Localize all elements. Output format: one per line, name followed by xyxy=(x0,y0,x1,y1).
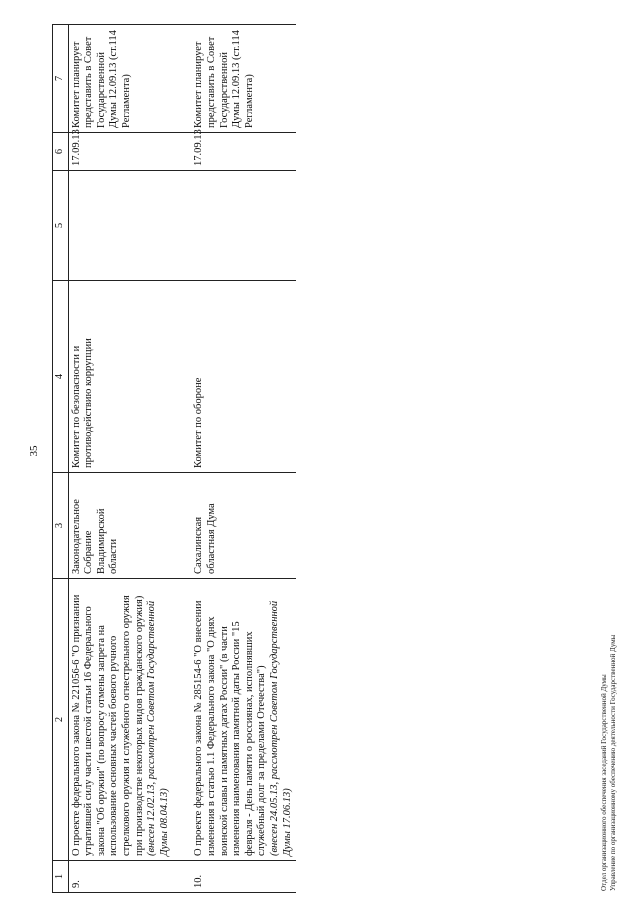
footer-line-1: Отдел организационного обеспечения заседаний Государственной Думы xyxy=(600,674,608,891)
status: Комитет планирует представить в Совет Государственной Думы 12.09.13 (ст.114 Регламента) xyxy=(191,25,296,133)
footer xyxy=(600,635,618,891)
column-5-cell xyxy=(191,171,296,281)
bill-description xyxy=(191,579,296,861)
row-number: 10. xyxy=(191,861,296,893)
date: 17.09.13 xyxy=(191,133,296,171)
column-number-4: 4 xyxy=(53,281,69,473)
bill-note: (внесен 24.05.13, рассмотрен Советом Государственной Думы 17.06.13) xyxy=(268,600,293,856)
column-number-header xyxy=(53,25,69,893)
row-spacer xyxy=(173,25,191,893)
bill-title: О проекте федерального закона № 285154-6 "О внесении изменения в статью 1.1 Федерального закона "О днях воинской славы и памятных датах России" (в части изменения наименования памятной даты России "15 февраля - День памяти о россиянах, исполнявших служебный долг за пределами Отечества") xyxy=(193,600,268,856)
row-number: 9. xyxy=(68,861,173,893)
bill-description xyxy=(68,579,173,861)
date: 17.09.13 xyxy=(68,133,173,171)
column-number-2: 2 xyxy=(53,579,69,861)
initiator: Законодательное Собрание Владимирской области xyxy=(68,473,173,579)
table-row xyxy=(191,25,296,893)
column-number-1: 1 xyxy=(53,861,69,893)
committee: Комитет по безопасности и противодействию коррупции xyxy=(68,281,173,473)
status: Комитет планирует представить в Совет Государственной Думы 12.09.13 (ст.114 Регламента) xyxy=(68,25,173,133)
page-number: 35 xyxy=(28,445,40,457)
committee: Комитет по обороне xyxy=(191,281,296,473)
column-number-3: 3 xyxy=(53,473,69,579)
table-row xyxy=(68,25,173,893)
footer-line-2: Управление по организационному обеспечению деятельности Государственной Думы xyxy=(609,634,617,891)
register-table xyxy=(52,24,296,893)
bill-note: (внесен 12.02.13, рассмотрен Советом Государственной Думы 08.04.13) xyxy=(146,600,170,856)
column-number-7: 7 xyxy=(53,25,69,133)
bill-title: О проекте федерального закона № 221056-6 "О признании утратившей силу части шестой статьи 16 Федерального закона "Об оружии" (по вопросу отмены запрета на использование основных частей боевого ручного стрелкового оружия и служебного огнестрельного оружия при производстве некоторых видов гражданского оружия) xyxy=(70,594,145,856)
column-5-cell xyxy=(68,171,173,281)
initiator: Сахалинская областная Дума xyxy=(191,473,296,579)
column-number-6: 6 xyxy=(53,133,69,171)
column-number-5: 5 xyxy=(53,171,69,281)
